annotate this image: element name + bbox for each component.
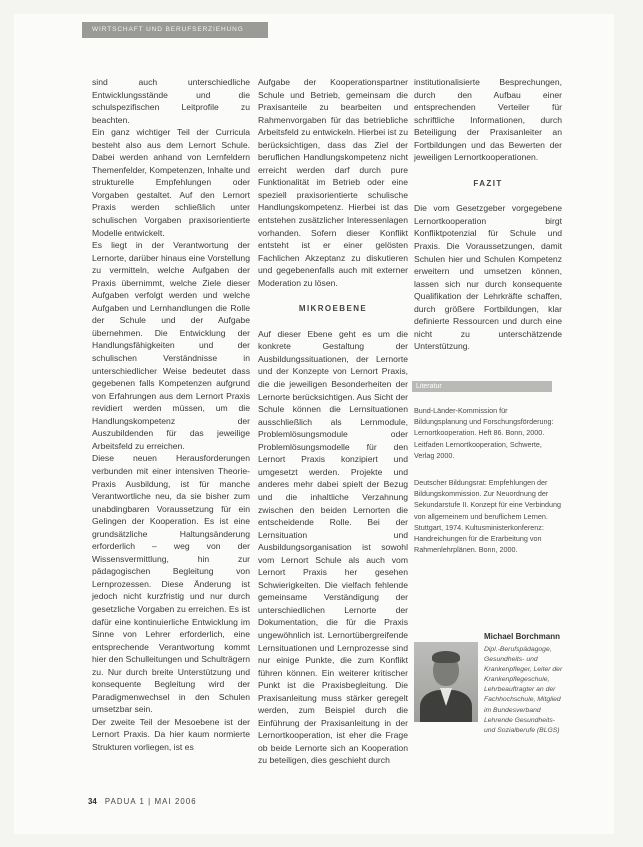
paragraph: Aufgabe der Kooperationspartner Schule und Betrieb, gemeinsam die Praxisanteile zu bearbeiten und Rahmenvorgaben für das betriebliche Arbeitsfeld zu entwickeln. Hierbei ist zu berücksichtigen, dass das Ziel der beruflichen Handlungskompetenz nicht erreicht werden darf durch pure Funktionalität im Betrieb oder eine speziell praxisorientierte schulische Handlungskompetenz. Hierbei ist das entstehen zusätzlicher Interessenlagen vorhanden. Sofern dieser Konflikt entsteht ist er einer gelösten Fachlichen Akzeptanz zu diskutieren und gegebenenfalls auch mit externer Moderation zu lösen. [258,77,408,288]
paragraph: Der zweite Teil der Mesoebene ist der Lernort Praxis. Da hier kaum normierte Strukturen vorliegen, ist es [92,716,250,752]
literature-entry: Bund-Länder-Kommission für Bildungsplanung und Forschungsförderung: Lernortkooperation. Heft 86. Bonn, 2000. Leitfaden Lernortkooperation, Schwerte, Verlag 2000. [414,406,554,460]
author-photo [414,642,478,722]
paragraph: Diese neuen Herausforderungen verbunden mit einer intensiven Theorie-Praxis Ausbildung, ist für manche Verantwortliche neu, da sie bisher zum unabdingbaren Voraussetzung für ein Gelingen der Kooperation. Es ist eine grundsätzliche Haltungsänderung erforderlich – weg von der Wissensvermittlung, hin zur pädagogischen Begleitung von Lernprozessen. Diese Änderung ist jedoch nicht kurzfristig und nur durch gesetzliche Vorgaben zu erreichen. Es ist dafür eine kontinuierliche Entwicklung im Sinne von Lehrer erforderlich, eine entsprechende Verantwortung kommt hier den Schulleitungen und Schulträgern zu. Nur durch breite Unterstützung und konsequente Begleitung wird der Paradigmenwechsel in den Schulen umsetzbar sein. [92,453,250,715]
section-heading: FAZIT [473,178,503,188]
literature-entry: Deutscher Bildungsrat: Empfehlungen der Bildungskommission. Zur Neuordnung der Sekundarstufe II. Konzept für eine Verbindung von allgemeinem und beruflichem Lernen. Stuttgart, 1974. Kultusministerkonferenz: Handreichungen für die Erarbeitung von Rahmenlehrplänen. Bonn, 2000. [414,478,562,555]
paragraph: sind auch unterschiedliche Entwicklungsstände und die schulspezifischen Leitprofile zu beachten. [92,77,250,125]
paragraph: Es liegt in der Verantwortung der Lernorte, darüber hinaus eine Vorstellung zu vermitteln, welche Aufgaben der Praxis übernimmt, welche Ziele dieser Aufgaben verfolgt werden und welche Aufgaben und Lernhandlungen die Rolle der Schule und der Aufgabe übernehmen. Die Entwicklung der Handlungsfähigkeiten und der schulischen Verständnisse in unterschiedlicher Weise bedeutet dass gegebenen falls Kompetenzen aufgrund von Erfahrungen aus dem Lernort Praxis revidiert werden müssen, um die Handlungskompetenz der Auszubildenden für das jeweilige Arbeitsfeld zu erreichen. [92,240,250,451]
literature-label: Literatur [412,381,552,392]
page-number: 34 [88,797,97,806]
paragraph: Die vom Gesetzgeber vorgegebene Lernortkooperation birgt Konfliktpotenzial für Schule und Praxis. Die Voraussetzungen, damit Schulen hier und Schulen Kompetenz erweitern und umsetzen können, lassen sich nur durch konsequente Qualifikation der Lehrkräfte schaffen, durch größere Fortbildungen, klar definierte Ressourcen und durch eine nicht zu unterschätzende Unterstützung. [414,203,562,352]
paragraph: Auf dieser Ebene geht es um die konkrete Gestaltung der Ausbildungssituationen, der Lernorte und der Konzepte von Lernort Praxis, die die jeweiligen Besonderheiten der Lernorte berücksichtigen. Aus Sicht der Schule können die Lernsituationen ausschließlich als Lernmodule, Problemlösungsmodule oder Problemlösungsmodelle für den Lernort Praxis konzipiert und umgesetzt werden. Projekte und anderes mehr dabei spielt der Bezug und die inhaltliche Verzahnung zwischen den beiden Lernorten die entscheidende Rolle. Bei der Lernsituation und Ausbildungsorganisation ist sowohl vom Lernort Schule als auch vom Lernort Praxis her gesehen Schwierigkeiten. Die vielfach fehlende gemeinsame Verständigung der unterschiedlichen Lernorte der Dokumentation, die für die Praxis ungewöhnlich ist. Lernortübergreifende Lernsituationen und Lernprozesse sind nur einige Punkte, die zum Konflikt führen können. Ein weiterer kritischer Punkt ist die Praxisbegleitung. Die Praxisanleitung muss stärker geregelt werden, zum Beispiel durch die Einführung der Praxisanleitung in der Lernortkooperation, ist eher die Frage ob beide Lernorte sich an Kooperation zu beteiligen, dies geschieht durch [258,328,408,766]
paragraph: institutionalisierte Besprechungen, durch den Aufbau einer entsprechenden Verteiler für schriftliche Informationen, durch Beteiligung der Praxisanleiter an Fortbildungen und das Bewerten der jeweiligen Lernortkooperationen. [414,77,562,163]
text-column-2 [258,76,408,767]
page-footer [88,797,197,806]
section-heading: MIKROEBENE [298,304,368,314]
author-bio: Dipl.-Berufspädagoge, Gesundheits- und Krankenpfleger, Leiter der Krankenpflegeschule, Lehrbeauftragter an der Fachhochschule, Mitglied im Bundesverband Lehrende Gesundheits- und Sozialberufe (BLGS) [484,646,563,734]
magazine-name: PADUA 1 | MAI 2006 [104,797,197,806]
text-column-3 [414,76,562,353]
section-header-band: WIRTSCHAFT UND BERUFSERZIEHUNG [82,22,268,38]
author-name: Michael Borchmann [484,632,561,641]
text-column-1 [92,76,250,754]
photo-hair-shape [432,651,460,663]
paragraph: Ein ganz wichtiger Teil der Curricula besteht also aus dem Lernort Schule. Dabei werden anhand von Lernfeldern Themenfelder, Kompetenzen, Inhalte und strukturelle Empfehlungen oder Vorgaben gestaltet. Auf den Lernort Praxis werden schließlich unter schulischen Vorgaben praxisorientierte Modelle entwickelt. [92,127,250,238]
